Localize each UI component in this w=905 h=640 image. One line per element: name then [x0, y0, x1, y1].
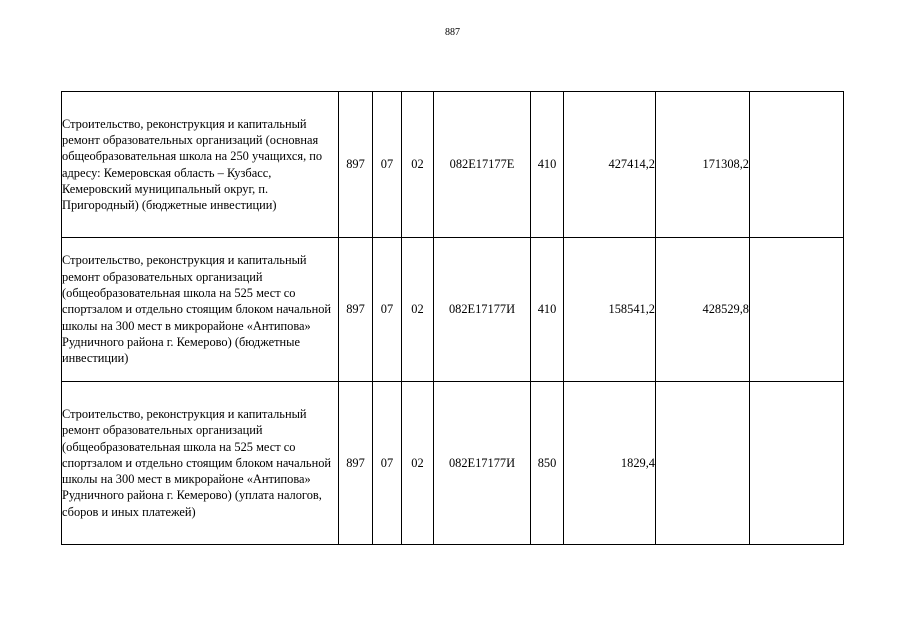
table-row — [62, 382, 844, 545]
budget-table — [61, 91, 844, 545]
expense-name-cell: Строительство, реконструкция и капитальный ремонт образовательных организаций (основная общеобразовательная школа на 250 учащихся, по адресу: Кемеровская область – Кузбасс, Кемеровский муниципальный округ, п. Пригородный) (бюджетные инвестиции) — [62, 92, 339, 238]
target-article-cell: 082E17177И — [434, 238, 531, 382]
amount-3-cell — [750, 92, 844, 238]
amount-3-cell — [750, 382, 844, 545]
amount-3-cell — [750, 238, 844, 382]
amount-2-cell: 428529,8 — [656, 238, 750, 382]
expense-name-cell: Строительство, реконструкция и капитальный ремонт образовательных организаций (общеобразовательная школа на 525 мест со спортзалом и отдельно стоящим блоком начальной школы на 300 мест в микрорайоне «Антипова» Рудничного района г. Кемерово) (уплата налогов, сборов и иных платежей) — [62, 382, 339, 545]
amount-1-cell: 1829,4 — [564, 382, 656, 545]
amount-1-cell: 158541,2 — [564, 238, 656, 382]
table-row — [62, 92, 844, 238]
target-article-cell: 082E17177Е — [434, 92, 531, 238]
ministry-code-cell: 897 — [339, 238, 373, 382]
expense-type-cell: 410 — [531, 92, 564, 238]
target-article-cell: 082E17177И — [434, 382, 531, 545]
amount-2-cell: 171308,2 — [656, 92, 750, 238]
ministry-code-cell: 897 — [339, 92, 373, 238]
section-code-cell: 07 — [373, 382, 402, 545]
subsection-code-cell: 02 — [402, 92, 434, 238]
amount-2-cell — [656, 382, 750, 545]
table-row — [62, 238, 844, 382]
expense-type-cell: 850 — [531, 382, 564, 545]
subsection-code-cell: 02 — [402, 238, 434, 382]
ministry-code-cell: 897 — [339, 382, 373, 545]
subsection-code-cell: 02 — [402, 382, 434, 545]
page-number: 887 — [445, 27, 460, 38]
section-code-cell: 07 — [373, 238, 402, 382]
amount-1-cell: 427414,2 — [564, 92, 656, 238]
expense-type-cell: 410 — [531, 238, 564, 382]
section-code-cell: 07 — [373, 92, 402, 238]
expense-name-cell: Строительство, реконструкция и капитальный ремонт образовательных организаций (общеобразовательная школа на 525 мест со спортзалом и отдельно стоящим блоком начальной школы на 300 мест в микрорайоне «Антипова» Рудничного района г. Кемерово) (бюджетные инвестиции) — [62, 238, 339, 382]
